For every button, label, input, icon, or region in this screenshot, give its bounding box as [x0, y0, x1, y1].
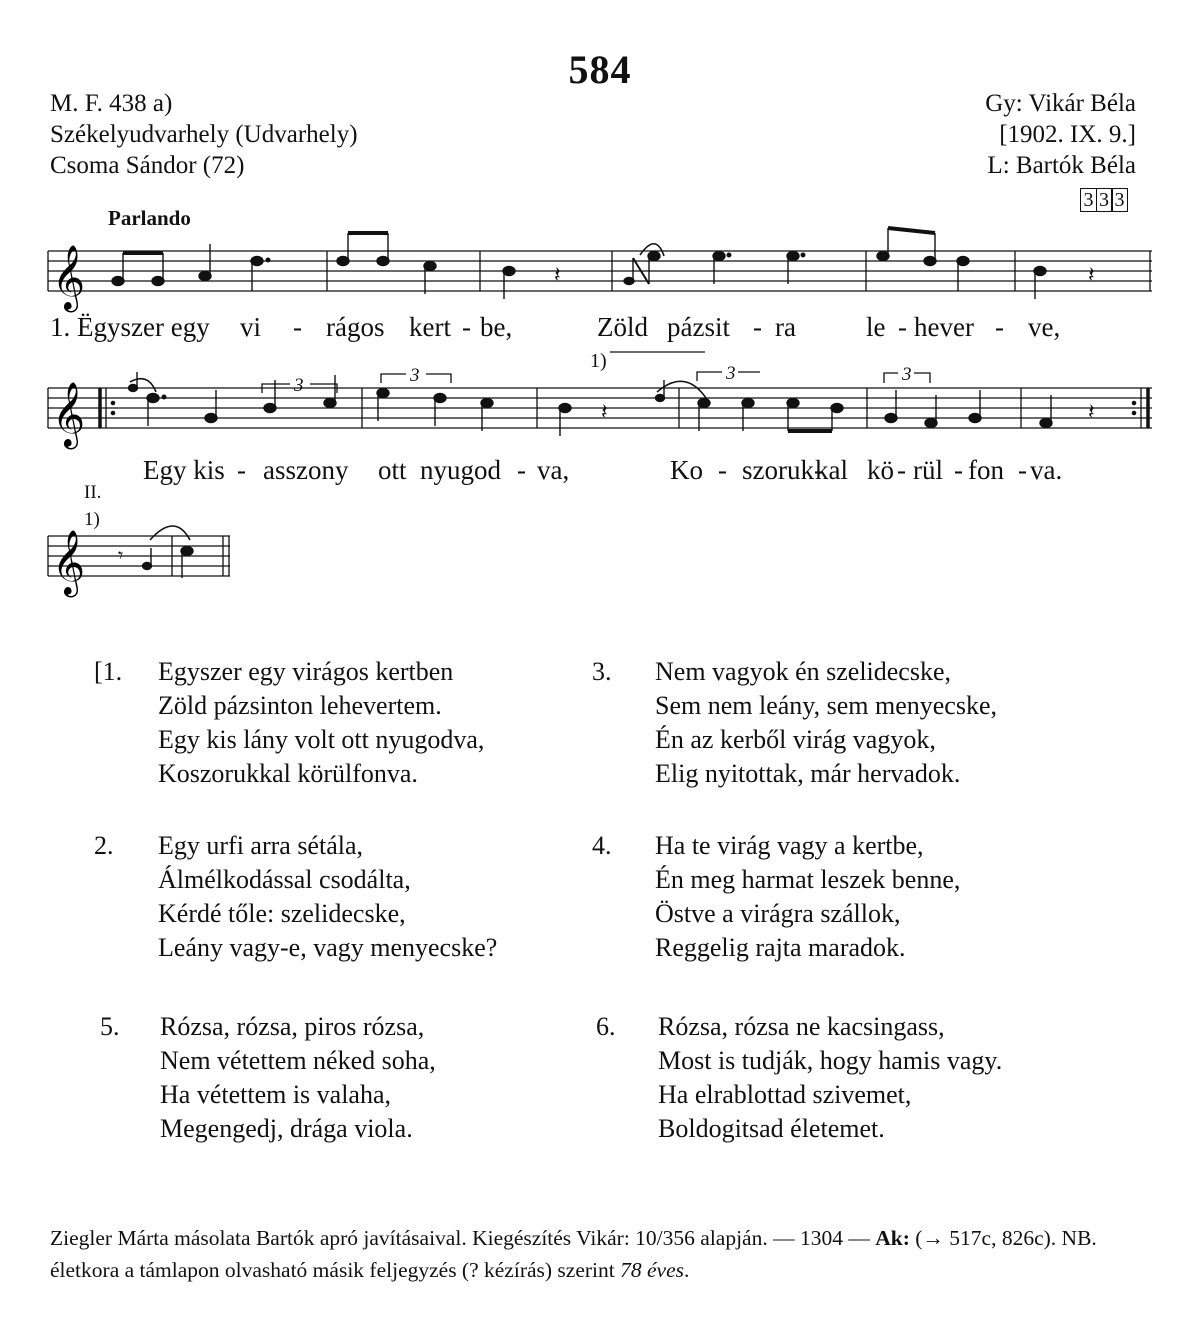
- verse-line: Egyszer egy virágos kertben: [158, 657, 454, 686]
- lyric-syllable: asszony: [263, 455, 349, 485]
- lyric-syllable: Zöld: [597, 312, 648, 342]
- lyric-syllable: -: [517, 455, 526, 485]
- lyric-syllable: -: [898, 312, 907, 342]
- variant-slur: [150, 526, 190, 540]
- footnote: [50, 1222, 1160, 1286]
- lyric-syllable: pázsit: [667, 312, 730, 342]
- page-number: 584: [568, 47, 632, 92]
- lyric-syllable: -: [954, 455, 963, 485]
- variant-mark: 1): [590, 350, 607, 372]
- notes-line-2: [129, 372, 1053, 436]
- notes-variant: [118, 543, 193, 578]
- verse-line: Elig nyitottak, már hervadok.: [655, 759, 961, 788]
- verse-line: Ha vétettem is valaha,: [160, 1080, 392, 1109]
- notes-line-1: [112, 228, 1046, 299]
- stanza-text: [158, 655, 484, 791]
- lyric-syllable: -: [1018, 455, 1027, 485]
- lyric-syllable: ra: [775, 312, 796, 342]
- verse-line: Én az kerből virág vagyok,: [655, 725, 936, 754]
- lyric-syllable: -: [293, 312, 302, 342]
- verse-line: Álmélkodással csodálta,: [158, 865, 411, 894]
- lyric-syllable: ott: [378, 455, 407, 485]
- verse-line: Én meg harmat leszek benne,: [655, 865, 961, 894]
- stanza-text: [658, 1010, 1002, 1146]
- verse-line: Leány vagy-e, vagy menyecske?: [158, 933, 498, 962]
- lyric-syllable: le: [866, 312, 886, 342]
- lyric-syllable: Ko: [670, 455, 703, 485]
- lyric-syllable: ve,: [1028, 312, 1061, 342]
- lyric-syllable: nyugod: [420, 455, 501, 485]
- rests-line-1: [554, 263, 1095, 288]
- lyric-syllable: -: [237, 455, 246, 485]
- transcriber: L: Bartók Béla: [987, 152, 1136, 179]
- lyric-syllable: kert: [409, 312, 451, 342]
- quarter-rest-icon: 𝄽: [601, 400, 608, 425]
- verse-line: Egy urfi arra sétála,: [158, 831, 364, 860]
- lyric-syllable: szoruk-: [742, 455, 823, 485]
- lyric-syllable: -: [897, 455, 906, 485]
- verse-line: Sem nem leány, sem menyecske,: [655, 691, 997, 720]
- lyric-syllable: -: [753, 312, 762, 342]
- stanza-text: [655, 829, 960, 965]
- cadence-box: 3: [1096, 188, 1113, 212]
- footnote-text: Ziegler Márta másolata Bartók apró javításaival. Kiegészítés Vikár: 10/356 alapján. — 1304 —: [50, 1226, 870, 1250]
- verse-line: Kérdé tőle: szelidecske,: [158, 899, 406, 928]
- verse-line: Rózsa, rózsa ne kacsingass,: [658, 1012, 945, 1041]
- cadence-box: 3: [1111, 188, 1128, 212]
- music-notation: [0, 0, 1200, 600]
- quarter-rest-icon: 𝄽: [1088, 400, 1095, 425]
- lyric-syllable: kal: [815, 455, 848, 485]
- lyric-syllable: 1. Ëgyszer egy: [50, 312, 210, 342]
- lyric-syllable: vi: [240, 312, 262, 342]
- variant-footnote-label: 1): [84, 509, 100, 530]
- lyric-syllable: be,: [480, 312, 513, 342]
- stanza-number: 2.: [94, 831, 114, 860]
- triplet-number: 3: [902, 364, 912, 385]
- verse-line: Zöld pázsinton lehevertem.: [158, 691, 442, 720]
- stanza-text: [655, 655, 997, 791]
- collector: Gy: Vikár Béla: [985, 90, 1136, 117]
- triplet-number: 3: [294, 375, 304, 396]
- verse-line: Most is tudják, hogy hamis vagy.: [658, 1046, 1003, 1075]
- lyric-syllable: hever: [914, 312, 974, 342]
- footnote-end: .: [683, 1258, 690, 1282]
- verse-line: Rózsa, rózsa, piros rózsa,: [160, 1012, 425, 1041]
- treble-clef-icon: 𝄞: [52, 530, 86, 595]
- singer: Csoma Sándor (72): [50, 152, 245, 179]
- footnote-text: (→ 517c, 826c). NB. életkora a támlapon olvasható másik feljegyzés (? kézírás) szerint: [50, 1226, 1097, 1282]
- lyric-syllable: -: [995, 312, 1004, 342]
- stanza-number: 5.: [100, 1012, 120, 1041]
- verse-line: Nem vétettem néked soha,: [160, 1046, 436, 1075]
- lyric-syllable: va.: [1030, 455, 1063, 485]
- verse-line: Reggelig rajta maradok.: [655, 933, 906, 962]
- stanza-number: 3.: [592, 657, 612, 686]
- eighth-rest-icon: 𝄾: [118, 543, 124, 567]
- staff-1: [48, 251, 1152, 291]
- lyric-syllable: va,: [537, 455, 570, 485]
- cadence-box: 3: [1080, 188, 1097, 212]
- location: Székelyudvarhely (Udvarhely): [50, 121, 358, 148]
- ak-label: Ak:: [875, 1226, 910, 1250]
- lyric-syllable: rül: [913, 455, 943, 485]
- verse-line: Koszorukkal körülfonva.: [158, 759, 418, 788]
- quarter-rest-icon: 𝄽: [1088, 263, 1095, 288]
- verse-line: Ha elrablottad szivemet,: [658, 1080, 912, 1109]
- verse-line: Nem vagyok én szelidecske,: [655, 657, 952, 686]
- lyric-syllable: kö: [867, 455, 894, 485]
- lyric-syllable: Egy kis: [143, 455, 225, 485]
- verse-line: Östve a virágra szállok,: [655, 899, 901, 928]
- verse-line: Megengedj, drága viola.: [160, 1114, 413, 1143]
- stanza-number: 6.: [596, 1012, 616, 1041]
- collection-ref: M. F. 438 a): [50, 90, 173, 117]
- stanza-text: [158, 829, 497, 965]
- stanza-number: 4.: [592, 831, 612, 860]
- triplet-number: 3: [726, 363, 736, 384]
- treble-clef-icon: 𝄞: [52, 382, 86, 447]
- collection-date: [1902. IX. 9.]: [999, 121, 1136, 148]
- verse-line: Boldogitsad életemet.: [658, 1114, 885, 1143]
- lyric-syllable: rágos: [326, 312, 385, 342]
- stanza-text: [160, 1010, 436, 1146]
- tempo-marking: Parlando: [108, 206, 191, 230]
- age-note: 78 éves: [620, 1258, 684, 1282]
- quarter-rest-icon: 𝄽: [554, 263, 561, 288]
- variant-section-label: II.: [84, 482, 102, 503]
- lyric-syllable: fon: [968, 455, 1004, 485]
- triplet-number: 3: [410, 365, 420, 386]
- verse-line: Egy kis lány volt ott nyugodva,: [158, 725, 485, 754]
- treble-clef-icon: 𝄞: [52, 245, 86, 310]
- verse-line: Ha te virág vagy a kertbe,: [655, 831, 924, 860]
- lyric-syllable: -: [462, 312, 471, 342]
- lyric-syllable: -: [718, 455, 727, 485]
- stanza-number: [1.: [94, 657, 123, 686]
